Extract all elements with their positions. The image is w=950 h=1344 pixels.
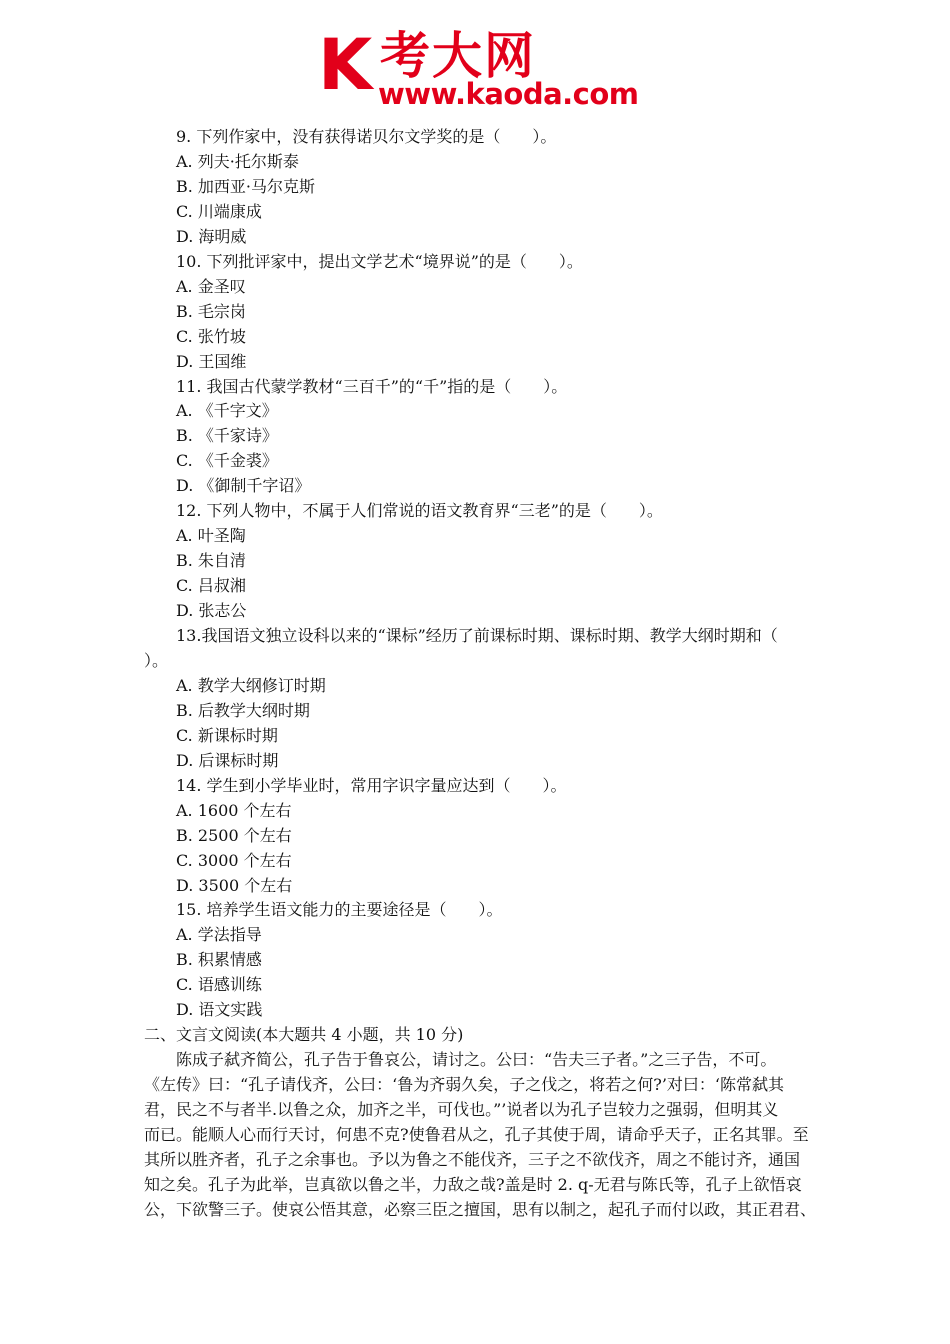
- logo-k-mark: K: [318, 24, 373, 106]
- body-text: 《左传》曰：“孔子请伐齐，公曰：‘鲁为齐弱久矣，子之伐之，将若之何?’对曰：‘陈常弑其: [144, 1075, 785, 1095]
- question-text: 10. 下列批评家中，提出文学艺术“境界说”的是（ ）。: [176, 251, 583, 271]
- body-text: 而已。能顺人心而行天讨，何患不克?使鲁君从之，孔子其使于周，请命乎天子，正名其罪。至: [144, 1125, 809, 1144]
- question-text: 14. 学生到小学毕业时，常用字识字量应达到（ ）。: [176, 775, 567, 795]
- option-text: C. 张竹坡: [176, 326, 246, 346]
- option-text: C. 吕叔湘: [176, 576, 246, 596]
- option-text: D. 海明威: [176, 226, 247, 246]
- paragraph-first-line: 陈成子弑齐简公，孔子告于鲁哀公，请讨之。公曰：“告夫三子者。”之三子告，不可。: [176, 1050, 777, 1070]
- option-text: A. 1600 个左右: [176, 800, 292, 820]
- option-text: B. 加西亚·马尔克斯: [176, 176, 316, 196]
- option-text: C. 语感训练: [176, 975, 262, 995]
- option-text: B. 毛宗岗: [176, 301, 246, 321]
- option-text: D. 语文实践: [176, 1000, 263, 1020]
- logo-url: www.kaoda.com: [378, 77, 639, 111]
- option-text: A. 教学大纲修订时期: [176, 675, 326, 695]
- option-text: A. 叶圣陶: [176, 526, 246, 546]
- option-text: D. 张志公: [176, 601, 247, 621]
- logo-site-name: 考大网: [380, 27, 536, 85]
- option-text: D. 《御制千字诏》: [176, 476, 311, 496]
- option-text: D. 3500 个左右: [176, 875, 293, 895]
- option-text: A. 列夫·托尔斯泰: [176, 151, 299, 171]
- option-text: C. 川端康成: [176, 201, 262, 221]
- option-text: D. 后课标时期: [176, 750, 279, 770]
- body-text: 其所以胜齐者，孔子之余事也。予以为鲁之不能伐齐，三子之不欲伐齐，周之不能讨齐，通国: [144, 1149, 801, 1169]
- option-text: B. 2500 个左右: [176, 825, 292, 845]
- question-text: 11. 我国古代蒙学教材“三百千”的“千”指的是（ ）。: [176, 376, 568, 396]
- option-text: C. 《千金裘》: [176, 451, 278, 471]
- option-text: C. 3000 个左右: [176, 850, 292, 870]
- option-text: B. 朱自清: [176, 551, 246, 571]
- body-text: 公，下欲警三子。使哀公悟其意，必察三臣之擅国，思有以制之，起孔子而付以政，其正君君、: [144, 1199, 817, 1219]
- body-text: 二、文言文阅读(本大题共 4 小题，共 10 分): [144, 1025, 464, 1045]
- question-text: 13.我国语文独立设科以来的“课标”经历了前课标时期、课标时期、教学大纲时期和（: [176, 626, 778, 645]
- option-text: C. 新课标时期: [176, 725, 278, 745]
- body-text: 知之矣。孔子为此举，岂真欲以鲁之半，力敌之哉?盖是时 2. q-无君与陈氏等，孔子上欲悟哀: [144, 1174, 802, 1194]
- body-text: ）。: [144, 650, 169, 670]
- option-text: D. 王国维: [176, 351, 247, 371]
- option-text: B. 后教学大纲时期: [176, 700, 310, 720]
- option-text: A. 《千字文》: [176, 401, 278, 421]
- option-text: B. 积累情感: [176, 950, 262, 970]
- option-text: B. 《千家诗》: [176, 426, 278, 446]
- body-text: 君，民之不与者半.以鲁之众，加齐之半，可伐也。”’说者以为孔子岂较力之强弱，但明其义: [144, 1100, 779, 1120]
- question-text: 15. 培养学生语文能力的主要途径是（ ）。: [176, 900, 503, 920]
- option-text: A. 学法指导: [176, 925, 262, 945]
- question-text: 9. 下列作家中，没有获得诺贝尔文学奖的是（ ）。: [176, 127, 557, 146]
- option-text: A. 金圣叹: [176, 276, 246, 296]
- question-text: 12. 下列人物中，不属于人们常说的语文教育界“三老”的是（ ）。: [176, 501, 663, 521]
